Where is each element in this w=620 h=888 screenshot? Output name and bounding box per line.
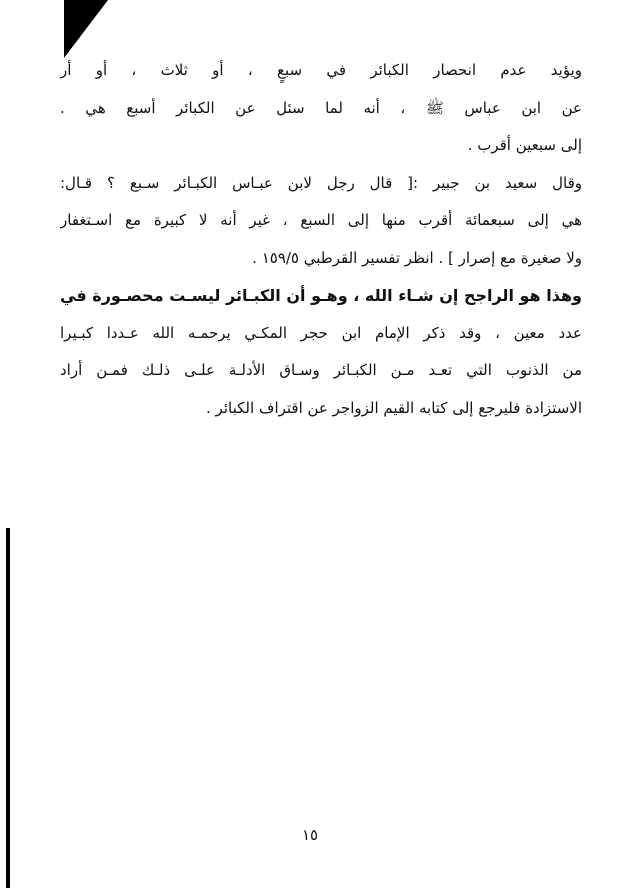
body-line-8: عدد معين ، وقد ذكر الإمام ابن حجر المكـي يرحمـه الله عـددا كبـيرا (60, 323, 582, 342)
body-line-1: ويؤيد عدم انحصار الكبائر في سبعٍ ، أو ثلاث ، أو أر (60, 61, 582, 79)
body-line-3: إلى سبعين أقرب . (467, 136, 582, 154)
body-line-9: من الذنوب التي تعـد مـن الكبـائر وسـاق الأدلـة علـى ذلـك فمـن أراد (60, 361, 582, 379)
page-number: ١٥ (301, 826, 319, 844)
page-body (60, 52, 582, 427)
body-line-10: الاستزادة فليرجع إلى كتابه القيم الزواجر عن اقتراف الكبائر . (206, 398, 582, 417)
body-line-2: عن ابن عباس ﷺ ، أنه لما سئل عن الكبائر أسبع هي . (60, 98, 582, 117)
triangle-mark-icon (64, 0, 110, 60)
body-line-5: هي إلى سبعمائة أقرب منها إلى السبع ، غير أنه لا كبيرة مع اسـتغفار (60, 211, 582, 229)
body-line-6: ولا صغيرة مع إصرار ] . انظر تفسير القرطبي ١٥٩/٥ . (252, 248, 582, 267)
body-line-4: وقال سعيد بن جبير :[ قال رجل لابن عبـاس الكبـائر سـبع ؟ قـال: (60, 173, 582, 192)
body-line-7: وهذا هو الراجح إن شـاء الله ، وهـو أن الكبـائر ليسـت محصـورة في (60, 286, 582, 305)
